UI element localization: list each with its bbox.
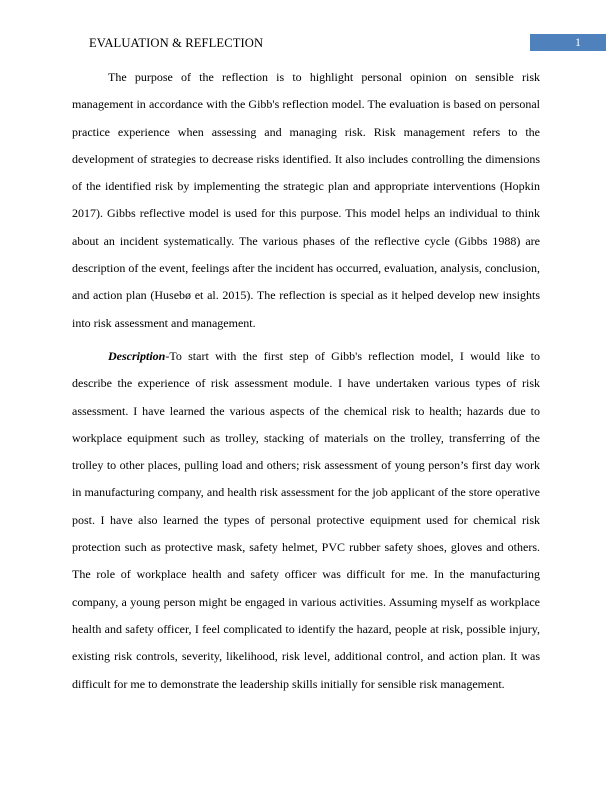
paragraph-description xyxy=(72,343,540,698)
running-head: EVALUATION & REFLECTION xyxy=(89,36,264,50)
document-body xyxy=(72,64,540,698)
paragraph-purpose xyxy=(72,64,540,337)
paragraph-text: The purpose of the reflection is to highlight personal opinion on sensible risk management in accordance with the Gibb's reflection model. The evaluation is based on personal practice experience when assessing and managing risk. Risk management refers to the development of strategies to decrease risks identified. It also includes controlling the dimensions of the identified risk by implementing the strategic plan and appropriate interventions (Hopkin 2017). Gibbs reflective model is used for this purpose. This model helps an individual to think about an incident systematically. The various phases of the reflective cycle (Gibbs 1988) are description of the event, feelings after the incident has occurred, evaluation, analysis, conclusion, and action plan (Husebø et al. 2015). The reflection is special as it helped develop new insights into risk assessment and management. xyxy=(72,70,540,330)
page-number: 1 xyxy=(575,35,581,49)
paragraph-text: -To start with the first step of Gibb's reflection model, I would like to describe the experience of risk assessment module. I have undertaken various types of risk assessment. I have learned the various aspects of the chemical risk to health; hazards due to workplace equipment such as trolley, stacking of materials on the trolley, transferring of the trolley to other places, pulling load and others; risk assessment of young person’s first day work in manufacturing company, and health risk assessment for the job applicant of the store operative post. I have also learned the types of personal protective equipment used for chemical risk protection such as protective mask, safety helmet, PVC rubber safety shoes, gloves and others. The role of workplace health and safety officer was difficult for me. In the manufacturing company, a young person might be engaged in various activities. Assuming myself as workplace health and safety officer, I feel complicated to identify the hazard, people at risk, possible injury, existing risk controls, severity, likelihood, risk level, additional control, and action plan. It was difficult for me to demonstrate the leadership skills initially for sensible risk management. xyxy=(72,348,540,691)
page-number-badge xyxy=(530,34,606,51)
paragraph-lead-heading: Description xyxy=(108,348,166,363)
